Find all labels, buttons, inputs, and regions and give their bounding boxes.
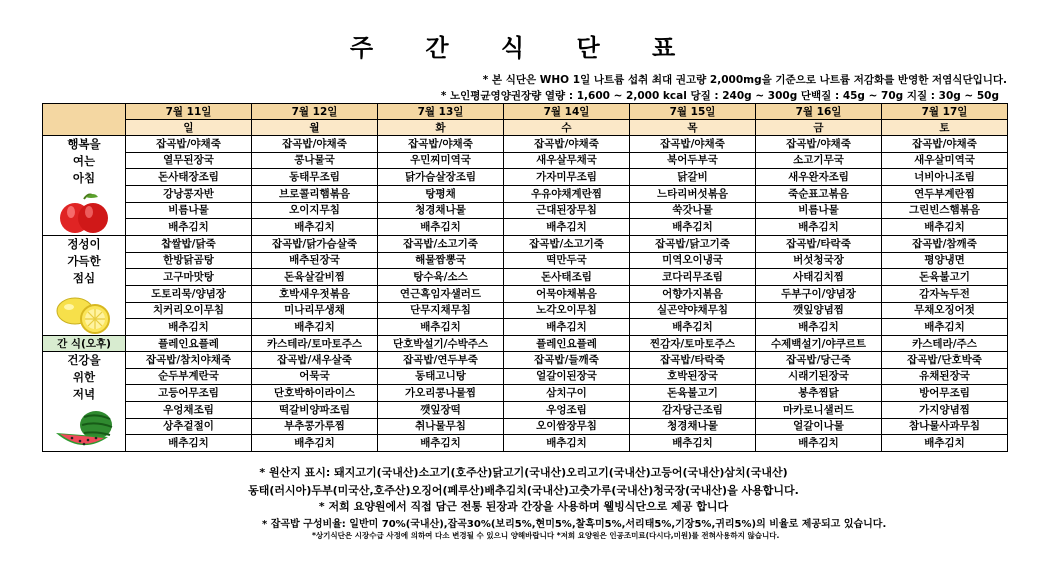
snack-menu-item: 카스테라/토마토주스 — [252, 336, 378, 352]
dinner-menu-item: 배추김치 — [882, 435, 1008, 452]
dinner-menu-item: 시래기된장국 — [756, 368, 882, 385]
weekday-row — [43, 120, 1008, 136]
breakfast-menu-item: 비름나물 — [756, 202, 882, 219]
dinner-menu-item: 고등어무조림 — [126, 385, 252, 402]
dinner-label-line: 건강을 — [67, 353, 101, 367]
dinner-menu-item: 떡갈비양파조림 — [252, 401, 378, 418]
lunch-menu-item: 배추김치 — [504, 319, 630, 336]
lunch-menu-item: 해물짬뽕국 — [378, 252, 504, 269]
lunch-row — [43, 269, 1008, 286]
dinner-menu-item: 상추겉절이 — [126, 418, 252, 435]
weekday-cell: 일 — [126, 120, 252, 136]
lunch-menu-item: 버섯청국장 — [756, 252, 882, 269]
breakfast-menu-item: 우유야채계란찜 — [504, 185, 630, 202]
breakfast-menu-item: 잡곡밥/야채죽 — [882, 136, 1008, 153]
lunch-row — [43, 285, 1008, 302]
lunch-menu-item: 미역오이냉국 — [630, 252, 756, 269]
lunch-menu-item: 돈사태조림 — [504, 269, 630, 286]
breakfast-row — [43, 136, 1008, 153]
snack-row — [43, 336, 1008, 352]
lunch-menu-item: 찹쌀밥/닭죽 — [126, 236, 252, 253]
breakfast-menu-item: 느타리버섯볶음 — [630, 185, 756, 202]
breakfast-label-line: 아침 — [72, 171, 96, 185]
breakfast-menu-item: 새우살미역국 — [882, 152, 1008, 169]
lunch-menu-item: 잡곡밥/닭고기죽 — [630, 236, 756, 253]
breakfast-menu-item: 동태무조림 — [252, 169, 378, 186]
breakfast-menu-item: 잡곡밥/야채죽 — [504, 136, 630, 153]
breakfast-menu-item: 배추김치 — [504, 219, 630, 236]
breakfast-menu-item: 탕평채 — [378, 185, 504, 202]
lunch-menu-item: 배추김치 — [630, 319, 756, 336]
watermelon-icon — [52, 407, 116, 451]
breakfast-menu-item: 브로콜리햄볶음 — [252, 185, 378, 202]
sauce-note: * 저희 요양원에서 직접 담근 전통 된장과 간장을 사용하며 웰빙식단으로 제공 합니다 — [318, 500, 729, 513]
lunch-menu-item: 배추된장국 — [252, 252, 378, 269]
dinner-row — [43, 418, 1008, 435]
breakfast-menu-item: 닭갈비 — [630, 169, 756, 186]
dinner-menu-item: 유채된장국 — [882, 368, 1008, 385]
date-cell: 7월 16일 — [756, 104, 882, 120]
weekday-cell: 월 — [252, 120, 378, 136]
weekday-cell: 목 — [630, 120, 756, 136]
sodium-note: * 본 식단은 WHO 1일 나트륨 섭취 최대 권고량 2,000mg을 기준으로 나트륨 저감화를 반영한 저염식단입니다. — [482, 74, 1007, 86]
lunch-menu-item: 도토리묵/양념장 — [126, 285, 252, 302]
dinner-menu-item: 방어무조림 — [882, 385, 1008, 402]
breakfast-menu-item: 근대된장무침 — [504, 202, 630, 219]
lunch-label-line: 가득한 — [67, 254, 101, 268]
dinner-menu-item: 잡곡밥/들깨죽 — [504, 352, 630, 369]
lunch-menu-item: 잡곡밥/타락죽 — [756, 236, 882, 253]
breakfast-menu-item: 소고기무국 — [756, 152, 882, 169]
snack-menu-item: 카스테라/주스 — [882, 336, 1008, 352]
dinner-menu-item: 돈육불고기 — [630, 385, 756, 402]
lunch-menu-item: 호박새우젓볶음 — [252, 285, 378, 302]
lunch-menu-item: 치커리오이무침 — [126, 302, 252, 319]
dinner-row — [43, 385, 1008, 402]
breakfast-menu-item: 돈사태장조림 — [126, 169, 252, 186]
breakfast-menu-item: 배추김치 — [126, 219, 252, 236]
dinner-menu-item: 감자당근조림 — [630, 401, 756, 418]
lunch-menu-item: 깻잎양념찜 — [756, 302, 882, 319]
breakfast-row — [43, 219, 1008, 236]
dinner-menu-item: 가지양념찜 — [882, 401, 1008, 418]
weekday-cell: 토 — [882, 120, 1008, 136]
breakfast-menu-item: 새우살무채국 — [504, 152, 630, 169]
weekday-cell: 화 — [378, 120, 504, 136]
lunch-menu-item: 두부구이/양념장 — [756, 285, 882, 302]
breakfast-menu-item: 배추김치 — [756, 219, 882, 236]
dinner-menu-item: 얼갈이된장국 — [504, 368, 630, 385]
lunch-row — [43, 252, 1008, 269]
breakfast-menu-item: 죽순표고볶음 — [756, 185, 882, 202]
lunch-menu-item: 배추김치 — [252, 319, 378, 336]
origin-note: * 원산지 표시: 돼지고기(국내산)소고기(호주산)닭고기(국내산)오리고기(국내산)고등어(국내산)삼치(국내산) — [259, 466, 788, 479]
breakfast-row — [43, 185, 1008, 202]
breakfast-menu-item: 잡곡밥/야채죽 — [126, 136, 252, 153]
breakfast-menu-item: 열무된장국 — [126, 152, 252, 169]
lunch-menu-item: 사태김치찜 — [756, 269, 882, 286]
lunch-menu-item: 연근흑임자샐러드 — [378, 285, 504, 302]
dinner-menu-item: 삼치구이 — [504, 385, 630, 402]
dinner-label-line: 위한 — [72, 370, 96, 384]
dinner-menu-item: 마카로니샐러드 — [756, 401, 882, 418]
dinner-menu-item: 가오리콩나물찜 — [378, 385, 504, 402]
snack-menu-item: 플레인요플레 — [126, 336, 252, 352]
breakfast-menu-item: 배추김치 — [378, 219, 504, 236]
breakfast-label-line: 행복을 — [67, 137, 101, 151]
lunch-menu-item: 단무지채무침 — [378, 302, 504, 319]
breakfast-menu-item: 잡곡밥/야채죽 — [630, 136, 756, 153]
date-cell: 7월 14일 — [504, 104, 630, 120]
lunch-menu-item: 평양냉면 — [882, 252, 1008, 269]
breakfast-menu-item: 그린빈스햄볶음 — [882, 202, 1008, 219]
dinner-menu-item: 배추김치 — [756, 435, 882, 452]
lunch-row — [43, 319, 1008, 336]
weekday-cell: 금 — [756, 120, 882, 136]
lunch-menu-item: 미나리무생채 — [252, 302, 378, 319]
date-cell: 7월 13일 — [378, 104, 504, 120]
dinner-menu-item: 청경채나물 — [630, 418, 756, 435]
breakfast-menu-item: 우민찌미역국 — [378, 152, 504, 169]
lunch-menu-item: 어향가지볶음 — [630, 285, 756, 302]
breakfast-menu-item: 오이지무침 — [252, 202, 378, 219]
apple-icon — [58, 191, 110, 235]
lunch-menu-item: 배추김치 — [378, 319, 504, 336]
dinner-menu-item: 잡곡밥/연두부죽 — [378, 352, 504, 369]
lunch-menu-item: 탕수육/소스 — [378, 269, 504, 286]
dinner-menu-item: 배추김치 — [630, 435, 756, 452]
nutrition-note: * 노인평균영양권장량 열량 : 1,600 ~ 2,000 kcal 당질 : 240g ~ 300g 단백질 : 45g ~ 70g 지질 : 30g ~ 50g — [440, 90, 999, 102]
snack-menu-item: 수제백설기/야쿠르트 — [756, 336, 882, 352]
lunch-menu-item: 어묵야채볶음 — [504, 285, 630, 302]
dinner-menu-item: 순두부계란국 — [126, 368, 252, 385]
date-cell: 7월 12일 — [252, 104, 378, 120]
dinner-row — [43, 401, 1008, 418]
date-cell: 7월 15일 — [630, 104, 756, 120]
page-title: 주 간 식 단 표 — [349, 34, 698, 62]
breakfast-menu-item: 콩나물국 — [252, 152, 378, 169]
lunch-menu-item: 잡곡밥/참깨죽 — [882, 236, 1008, 253]
lunch-menu-item: 잡곡밥/소고기죽 — [504, 236, 630, 253]
lunch-menu-item: 잡곡밥/닭가슴살죽 — [252, 236, 378, 253]
dinner-menu-item: 얼갈이나물 — [756, 418, 882, 435]
dinner-menu-item: 단호박하이라이스 — [252, 385, 378, 402]
breakfast-menu-item: 배추김치 — [630, 219, 756, 236]
disclaimer-note: *상기식단은 시장수급 사정에 의하여 다소 변경될 수 있으니 양해바랍니다 *저희 요양원은 인공조미료(다시다,미원)를 전혀사용하지 않습니다. — [312, 531, 780, 540]
dinner-row — [43, 435, 1008, 452]
breakfast-menu-item: 닭가슴살장조림 — [378, 169, 504, 186]
dinner-menu-item: 배추김치 — [504, 435, 630, 452]
lemon-icon — [55, 291, 113, 335]
dinner-label-line: 저녁 — [72, 387, 96, 401]
lunch-menu-item: 고구마맛탕 — [126, 269, 252, 286]
breakfast-label-cell — [43, 136, 126, 236]
lunch-menu-item: 떡만두국 — [504, 252, 630, 269]
lunch-menu-item: 노각오이무침 — [504, 302, 630, 319]
breakfast-menu-item: 쑥갓나물 — [630, 202, 756, 219]
lunch-menu-item: 무채오징어젓 — [882, 302, 1008, 319]
breakfast-menu-item: 강낭콩자반 — [126, 185, 252, 202]
lunch-label-line: 점심 — [72, 271, 96, 285]
lunch-menu-item: 배추김치 — [882, 319, 1008, 336]
dinner-menu-item: 잡곡밥/타락죽 — [630, 352, 756, 369]
breakfast-label-line: 여는 — [72, 154, 96, 168]
breakfast-menu-item: 잡곡밥/야채죽 — [378, 136, 504, 153]
origin-note-continued: 동태(러시아)두부(미국산,호주산)오징어(페루산)배추김치(국내산)고춧가루(국내산)청국장(국내산)을 사용합니다. — [248, 484, 799, 497]
breakfast-menu-item: 배추김치 — [252, 219, 378, 236]
lunch-menu-item: 배추김치 — [126, 319, 252, 336]
dinner-menu-item: 잡곡밥/단호박죽 — [882, 352, 1008, 369]
lunch-menu-item: 코다리무조림 — [630, 269, 756, 286]
dinner-menu-item: 취나물무침 — [378, 418, 504, 435]
lunch-label-cell — [43, 236, 126, 336]
dinner-menu-item: 잡곡밥/참치야채죽 — [126, 352, 252, 369]
dinner-menu-item: 부추콩가루찜 — [252, 418, 378, 435]
snack-menu-item: 찐감자/토마토주스 — [630, 336, 756, 352]
weekly-menu-table — [42, 103, 1008, 452]
snack-menu-item: 플레인요플레 — [504, 336, 630, 352]
snack-label-cell: 간 식(오후) — [43, 336, 126, 352]
dinner-menu-item: 잡곡밥/새우살죽 — [252, 352, 378, 369]
grain-ratio-note: * 잡곡밥 구성비율: 일반미 70%(국내산),잡곡30%(보리5%,현미5%,찰흑미5%,서리태5%,기장5%,귀리5%)의 비율로 제공되고 있습니다. — [262, 519, 887, 530]
lunch-label-line: 정성이 — [67, 237, 101, 251]
date-cell: 7월 11일 — [126, 104, 252, 120]
breakfast-row — [43, 152, 1008, 169]
breakfast-menu-item: 너비아니조림 — [882, 169, 1008, 186]
dinner-menu-item: 호박된장국 — [630, 368, 756, 385]
lunch-menu-item: 돈육살갈비찜 — [252, 269, 378, 286]
dinner-menu-item: 봉추찜닭 — [756, 385, 882, 402]
dinner-menu-item: 배추김치 — [378, 435, 504, 452]
dinner-row — [43, 352, 1008, 369]
lunch-menu-item: 감자녹두전 — [882, 285, 1008, 302]
snack-menu-item: 단호박설기/수박주스 — [378, 336, 504, 352]
dinner-menu-item: 오이쌈장무침 — [504, 418, 630, 435]
breakfast-menu-item: 배추김치 — [882, 219, 1008, 236]
dinner-menu-item: 참나물사과무침 — [882, 418, 1008, 435]
corner-cell — [43, 104, 126, 136]
dinner-row — [43, 368, 1008, 385]
lunch-menu-item: 배추김치 — [756, 319, 882, 336]
dinner-menu-item: 배추김치 — [126, 435, 252, 452]
weekday-cell: 수 — [504, 120, 630, 136]
breakfast-menu-item: 비름나물 — [126, 202, 252, 219]
breakfast-row — [43, 202, 1008, 219]
lunch-menu-item: 잡곡밥/소고기죽 — [378, 236, 504, 253]
dinner-menu-item: 우엉조림 — [504, 401, 630, 418]
breakfast-menu-item: 새우완자조림 — [756, 169, 882, 186]
breakfast-row — [43, 169, 1008, 186]
lunch-menu-item: 한방닭곰탕 — [126, 252, 252, 269]
dinner-menu-item: 동태고니탕 — [378, 368, 504, 385]
dinner-menu-item: 우엉채조림 — [126, 401, 252, 418]
breakfast-menu-item: 잡곡밥/야채죽 — [252, 136, 378, 153]
lunch-row — [43, 302, 1008, 319]
dinner-menu-item: 배추김치 — [252, 435, 378, 452]
dinner-label-cell — [43, 352, 126, 452]
date-row — [43, 104, 1008, 120]
dinner-menu-item: 어묵국 — [252, 368, 378, 385]
date-cell: 7월 17일 — [882, 104, 1008, 120]
breakfast-menu-item: 연두부계란찜 — [882, 185, 1008, 202]
breakfast-menu-item: 가자미무조림 — [504, 169, 630, 186]
breakfast-menu-item: 잡곡밥/야채죽 — [756, 136, 882, 153]
dinner-menu-item: 깻잎장떡 — [378, 401, 504, 418]
breakfast-menu-item: 북어두부국 — [630, 152, 756, 169]
lunch-menu-item: 실곤약야채무침 — [630, 302, 756, 319]
dinner-menu-item: 잡곡밥/당근죽 — [756, 352, 882, 369]
breakfast-menu-item: 청경채나물 — [378, 202, 504, 219]
lunch-menu-item: 돈육불고기 — [882, 269, 1008, 286]
lunch-row — [43, 236, 1008, 253]
